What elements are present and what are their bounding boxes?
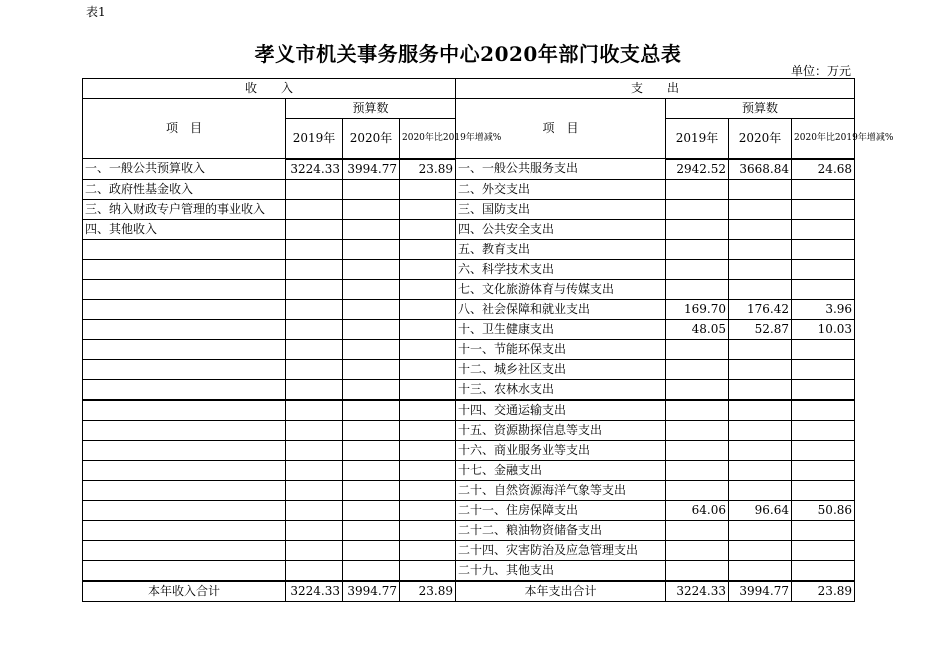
expense-item-cell: 三、国防支出 <box>456 199 666 219</box>
income-2019-cell <box>286 279 343 299</box>
income-change-cell <box>400 339 456 359</box>
expense-2020-cell <box>729 420 792 440</box>
expense-item-cell: 十三、农林水支出 <box>456 379 666 400</box>
income-item-cell <box>83 500 286 520</box>
expense-2019-cell <box>666 440 729 460</box>
income-item-cell <box>83 299 286 319</box>
expense-item-cell: 六、科学技术支出 <box>456 259 666 279</box>
expense-change-cell <box>792 259 855 279</box>
income-2020-cell <box>343 460 400 480</box>
expense-2019-cell <box>666 480 729 500</box>
income-change-cell <box>400 500 456 520</box>
expense-2019-cell <box>666 179 729 199</box>
income-change-cell <box>400 359 456 379</box>
income-item-cell <box>83 319 286 339</box>
expense-2020-cell <box>729 379 792 400</box>
income-change-cell <box>400 420 456 440</box>
income-2020-cell <box>343 359 400 379</box>
income-2020-cell: 3994.77 <box>343 159 400 180</box>
income-item-cell <box>83 379 286 400</box>
table-row <box>83 259 855 279</box>
expense-change-cell <box>792 540 855 560</box>
table-row <box>83 420 855 440</box>
income-2019-header: 2019年 <box>286 119 343 159</box>
income-2020-cell <box>343 259 400 279</box>
expense-2020-cell <box>729 279 792 299</box>
income-item-cell <box>83 520 286 540</box>
income-change-cell <box>400 199 456 219</box>
income-change-cell <box>400 440 456 460</box>
income-2020-cell <box>343 299 400 319</box>
table-row <box>83 460 855 480</box>
sheet-label: 表1 <box>86 5 106 19</box>
expense-2019-cell <box>666 460 729 480</box>
income-2020-cell <box>343 540 400 560</box>
expense-change-cell <box>792 279 855 299</box>
expense-item-cell: 十二、城乡社区支出 <box>456 359 666 379</box>
income-item-cell <box>83 239 286 259</box>
income-item-header: 项 目 <box>83 99 286 159</box>
expense-budget-header: 预算数 <box>666 99 855 119</box>
income-2020-cell <box>343 520 400 540</box>
income-2019-cell <box>286 520 343 540</box>
income-section-header: 收 入 <box>83 79 456 99</box>
expense-item-cell: 二十一、住房保障支出 <box>456 500 666 520</box>
income-item-cell <box>83 560 286 581</box>
expense-2020-cell: 96.64 <box>729 500 792 520</box>
expense-change-header: 2020年比2019年增减% <box>792 119 855 159</box>
expense-change-cell <box>792 199 855 219</box>
table-row <box>83 560 855 581</box>
expense-change-cell <box>792 339 855 359</box>
table-row <box>83 319 855 339</box>
income-2019-cell <box>286 460 343 480</box>
income-total-label: 本年收入合计 <box>83 581 286 602</box>
income-2020-cell <box>343 480 400 500</box>
expense-item-cell: 十一、节能环保支出 <box>456 339 666 359</box>
budget-header-row <box>83 99 855 119</box>
expense-2020-cell: 52.87 <box>729 319 792 339</box>
income-change-header: 2020年比2019年增减% <box>400 119 456 159</box>
table-row <box>83 400 855 421</box>
expense-2020-cell <box>729 540 792 560</box>
expense-change-cell <box>792 359 855 379</box>
expense-2020-cell <box>729 440 792 460</box>
income-2020-header: 2020年 <box>343 119 400 159</box>
expense-2020-cell <box>729 400 792 421</box>
table-row <box>83 480 855 500</box>
income-2020-cell <box>343 319 400 339</box>
expense-item-cell: 四、公共安全支出 <box>456 219 666 239</box>
expense-2019-cell <box>666 540 729 560</box>
expense-2019-header: 2019年 <box>666 119 729 159</box>
expense-2019-cell <box>666 339 729 359</box>
expense-2020-cell <box>729 239 792 259</box>
expense-item-cell: 五、教育支出 <box>456 239 666 259</box>
expense-change-cell <box>792 460 855 480</box>
income-budget-header: 预算数 <box>286 99 456 119</box>
expense-item-cell: 二十二、粮油物资储备支出 <box>456 520 666 540</box>
table-row <box>83 339 855 359</box>
expense-change-cell: 50.86 <box>792 500 855 520</box>
income-change-cell <box>400 259 456 279</box>
expense-change-cell <box>792 420 855 440</box>
income-2019-cell <box>286 359 343 379</box>
expense-2019-cell <box>666 420 729 440</box>
expense-2020-cell <box>729 359 792 379</box>
income-2020-cell <box>343 440 400 460</box>
table-row <box>83 500 855 520</box>
income-2019-cell <box>286 500 343 520</box>
budget-table <box>82 78 894 602</box>
income-item-cell <box>83 540 286 560</box>
income-item-cell: 一、一般公共预算收入 <box>83 159 286 180</box>
expense-change-cell <box>792 560 855 581</box>
income-item-cell <box>83 279 286 299</box>
page-title: 孝义市机关事务服务中心2020年部门收支总表 <box>254 42 682 66</box>
income-change-cell <box>400 219 456 239</box>
expense-2019-cell <box>666 560 729 581</box>
expense-item-cell: 十四、交通运输支出 <box>456 400 666 421</box>
income-2019-cell <box>286 480 343 500</box>
expense-change-cell <box>792 440 855 460</box>
expense-2020-cell <box>729 520 792 540</box>
expense-total-label: 本年支出合计 <box>456 581 666 602</box>
income-item-cell <box>83 259 286 279</box>
income-item-cell <box>83 420 286 440</box>
income-change-cell <box>400 279 456 299</box>
expense-2020-cell: 3668.84 <box>729 159 792 180</box>
income-2019-cell <box>286 540 343 560</box>
income-2019-cell <box>286 379 343 400</box>
income-total-2020: 3994.77 <box>343 581 400 602</box>
table-row <box>83 239 855 259</box>
expense-item-header: 项 目 <box>456 99 666 159</box>
income-2019-cell <box>286 179 343 199</box>
income-item-cell <box>83 339 286 359</box>
income-2020-cell <box>343 219 400 239</box>
income-change-cell <box>400 560 456 581</box>
income-change-cell <box>400 179 456 199</box>
expense-2020-cell <box>729 179 792 199</box>
income-2019-cell: 3224.33 <box>286 159 343 180</box>
income-2019-cell <box>286 259 343 279</box>
income-2020-cell <box>343 420 400 440</box>
expense-2019-cell <box>666 400 729 421</box>
expense-section-header: 支 出 <box>456 79 855 99</box>
expense-item-cell: 八、社会保障和就业支出 <box>456 299 666 319</box>
income-item-cell <box>83 359 286 379</box>
expense-2019-cell <box>666 520 729 540</box>
expense-total-change: 23.89 <box>792 581 855 602</box>
income-2019-cell <box>286 339 343 359</box>
table-row <box>83 279 855 299</box>
income-item-cell: 三、纳入财政专户管理的事业收入 <box>83 199 286 219</box>
expense-item-cell: 十五、资源勘探信息等支出 <box>456 420 666 440</box>
income-2020-cell <box>343 239 400 259</box>
expense-2019-cell <box>666 219 729 239</box>
expense-item-cell: 二十四、灾害防治及应急管理支出 <box>456 540 666 560</box>
expense-change-cell <box>792 179 855 199</box>
income-2019-cell <box>286 440 343 460</box>
income-2019-cell <box>286 219 343 239</box>
income-change-cell <box>400 400 456 421</box>
income-change-cell <box>400 540 456 560</box>
expense-2020-cell <box>729 339 792 359</box>
expense-item-cell: 一、一般公共服务支出 <box>456 159 666 180</box>
income-2020-cell <box>343 179 400 199</box>
income-change-cell <box>400 379 456 400</box>
expense-change-cell <box>792 520 855 540</box>
income-2020-cell <box>343 199 400 219</box>
income-2019-cell <box>286 420 343 440</box>
income-change-cell <box>400 460 456 480</box>
totals-row <box>83 581 855 602</box>
income-total-change: 23.89 <box>400 581 456 602</box>
section-header-row <box>83 79 855 99</box>
income-item-cell: 四、其他收入 <box>83 219 286 239</box>
income-2020-cell <box>343 279 400 299</box>
income-2020-cell <box>343 500 400 520</box>
expense-2019-cell <box>666 199 729 219</box>
expense-item-cell: 十、卫生健康支出 <box>456 319 666 339</box>
income-2019-cell <box>286 319 343 339</box>
income-2019-cell <box>286 199 343 219</box>
expense-2020-cell <box>729 560 792 581</box>
income-2019-cell <box>286 239 343 259</box>
expense-2020-cell <box>729 259 792 279</box>
table-row <box>83 440 855 460</box>
expense-change-cell <box>792 219 855 239</box>
expense-2020-cell <box>729 199 792 219</box>
income-change-cell <box>400 480 456 500</box>
table-row <box>83 299 855 319</box>
income-change-cell <box>400 239 456 259</box>
income-change-cell <box>400 299 456 319</box>
income-2020-cell <box>343 400 400 421</box>
expense-2020-cell <box>729 480 792 500</box>
income-2020-cell <box>343 560 400 581</box>
income-item-cell <box>83 440 286 460</box>
income-2019-cell <box>286 299 343 319</box>
income-item-cell <box>83 480 286 500</box>
income-2019-cell <box>286 560 343 581</box>
expense-2019-cell <box>666 279 729 299</box>
expense-2019-cell <box>666 239 729 259</box>
expense-item-cell: 七、文化旅游体育与传媒支出 <box>456 279 666 299</box>
expense-2019-cell <box>666 259 729 279</box>
income-2020-cell <box>343 339 400 359</box>
table-row <box>83 379 855 400</box>
expense-total-2020: 3994.77 <box>729 581 792 602</box>
income-total-2019: 3224.33 <box>286 581 343 602</box>
expense-2020-cell <box>729 460 792 480</box>
income-change-cell <box>400 319 456 339</box>
expense-item-cell: 二十、自然资源海洋气象等支出 <box>456 480 666 500</box>
expense-2019-cell: 64.06 <box>666 500 729 520</box>
expense-item-cell: 十七、金融支出 <box>456 460 666 480</box>
income-2020-cell <box>343 379 400 400</box>
expense-total-2019: 3224.33 <box>666 581 729 602</box>
expense-2020-cell: 176.42 <box>729 299 792 319</box>
income-change-cell <box>400 520 456 540</box>
expense-change-cell <box>792 400 855 421</box>
income-2019-cell <box>286 400 343 421</box>
expense-2019-cell <box>666 379 729 400</box>
expense-2019-cell: 2942.52 <box>666 159 729 180</box>
expense-item-cell: 十六、商业服务业等支出 <box>456 440 666 460</box>
table-row <box>83 520 855 540</box>
expense-change-cell <box>792 379 855 400</box>
expense-item-cell: 二、外交支出 <box>456 179 666 199</box>
expense-change-cell: 3.96 <box>792 299 855 319</box>
income-item-cell <box>83 400 286 421</box>
table-row <box>83 159 855 180</box>
table-row <box>83 219 855 239</box>
expense-item-cell: 二十九、其他支出 <box>456 560 666 581</box>
expense-change-cell <box>792 480 855 500</box>
unit-label: 单位：万元 <box>790 64 851 78</box>
table-row <box>83 179 855 199</box>
expense-2019-cell <box>666 359 729 379</box>
expense-2020-cell <box>729 219 792 239</box>
expense-2020-header: 2020年 <box>729 119 792 159</box>
expense-change-cell <box>792 239 855 259</box>
expense-2019-cell: 169.70 <box>666 299 729 319</box>
expense-change-cell: 10.03 <box>792 319 855 339</box>
table-row <box>83 540 855 560</box>
expense-change-cell: 24.68 <box>792 159 855 180</box>
expense-2019-cell: 48.05 <box>666 319 729 339</box>
table-row <box>83 199 855 219</box>
income-item-cell: 二、政府性基金收入 <box>83 179 286 199</box>
income-item-cell <box>83 460 286 480</box>
income-change-cell: 23.89 <box>400 159 456 180</box>
table-row <box>83 359 855 379</box>
